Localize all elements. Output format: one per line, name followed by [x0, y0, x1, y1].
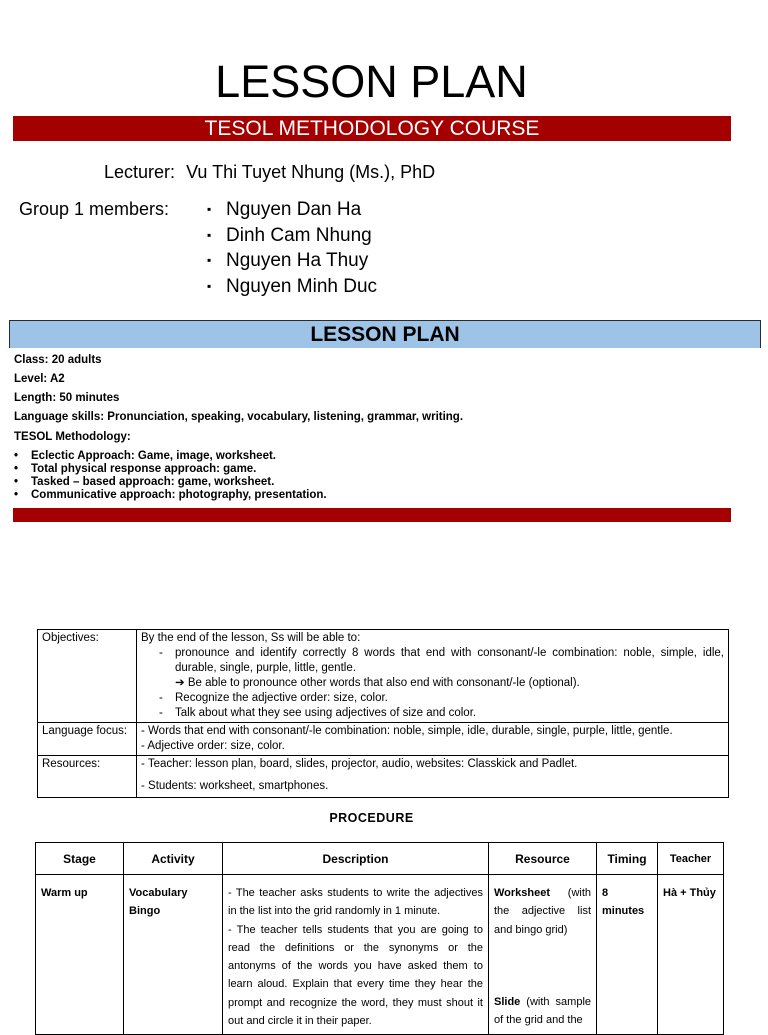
resources-label: Resources: — [38, 756, 137, 798]
resources-line: - Teacher: lesson plan, board, slides, projector, audio, websites: Classkick and Padlet. — [141, 758, 578, 770]
bullet-icon: ▪ — [207, 227, 212, 242]
resources-line: - Students: worksheet, smartphones. — [141, 780, 329, 792]
resource-cell — [489, 875, 597, 1035]
table-row — [38, 756, 729, 798]
level-info: Level: A2 — [14, 373, 65, 385]
teacher-cell: Hà + Thủy — [658, 875, 724, 1035]
description-cell — [223, 875, 489, 1035]
description-step: - The teacher tells students that you are going to read the definitions or the synonyms or the antonyms of the words you have asked them to learn aloud. Explain that every time they hear the prompt and recognize the word, they must shout it out and circle it in their paper. — [228, 923, 483, 1028]
member-name: Nguyen Minh Duc — [226, 275, 378, 297]
header-activity: Activity — [124, 843, 223, 875]
member-name: Nguyen Dan Ha — [226, 199, 362, 220]
table-row — [38, 630, 729, 723]
list-item — [207, 223, 377, 249]
lesson-plan-header: LESSON PLAN — [9, 320, 761, 348]
member-list — [207, 197, 377, 299]
bullet-icon: ▪ — [207, 253, 212, 267]
resources-cell — [137, 756, 729, 798]
table-header-row — [36, 843, 724, 875]
list-item: • Total physical response approach: game. — [14, 463, 327, 476]
list-item: • Communicative approach: photography, presentation. — [14, 489, 327, 502]
list-item — [159, 646, 724, 676]
table-row — [36, 875, 724, 1035]
course-banner: TESOL METHODOLOGY COURSE — [13, 116, 731, 141]
objectives-table — [37, 629, 729, 798]
list-item — [159, 706, 724, 721]
methodology-label: TESOL Methodology: — [14, 431, 131, 443]
methodology-list — [14, 450, 327, 502]
lecturer-line — [104, 161, 435, 183]
resource-name: Slide — [494, 995, 521, 1008]
objectives-list — [141, 691, 724, 721]
bullet-icon: ▪ — [207, 278, 212, 293]
list-item: • Tasked – based approach: game, worksheet. — [14, 476, 327, 489]
description-step: - The teacher asks students to write the adjectives in the list into the grid randomly in 1 minute. — [228, 887, 483, 918]
procedure-table — [35, 842, 724, 1035]
divider-bar — [13, 508, 731, 522]
objective-text: pronounce and identify correctly 8 words that end with consonant/-le combination: noble, simple, idle, durable, single, purple, little, gentle. — [175, 647, 724, 674]
header-timing: Timing — [597, 843, 658, 875]
lecturer-label: Lecturer: — [104, 162, 176, 182]
focus-line: - Words that end with consonant/-le combination: noble, simple, idle, durable, single, purple, little, gentle. — [141, 725, 673, 737]
language-focus-label: Language focus: — [38, 723, 137, 756]
bullet-icon: ▪ — [207, 202, 212, 216]
objective-text: Recognize the adjective order: size, color. — [175, 692, 388, 704]
procedure-title: PROCEDURE — [329, 811, 414, 825]
timing-cell: 8 minutes — [597, 875, 658, 1035]
stage-cell: Warm up — [36, 875, 124, 1035]
group-label: Group 1 members: — [19, 199, 170, 219]
focus-line: - Adjective order: size, color. — [141, 740, 285, 752]
resource-detail: (with sample of the grid and the — [494, 995, 591, 1027]
lecturer-name: Vu Thi Tuyet Nhung (Ms.), PhD — [186, 162, 436, 182]
objectives-cell — [137, 630, 729, 723]
objectives-label: Objectives: — [38, 630, 137, 723]
objective-text: Talk about what they see using adjectives of size and color. — [175, 707, 477, 719]
table-row — [38, 723, 729, 756]
page-title: LESSON PLAN — [215, 56, 528, 107]
dash-marker: - — [159, 692, 163, 704]
list-item: • Eclectic Approach: Game, image, worksheet. — [14, 450, 327, 463]
dash-marker: - — [159, 707, 163, 719]
resource-detail: (with the adjective list and bingo grid) — [494, 887, 591, 936]
skills-info: Language skills: Pronunciation, speaking, vocabulary, listening, grammar, writing. — [14, 411, 464, 423]
objectives-list — [141, 646, 724, 676]
list-item — [207, 197, 377, 223]
member-name: Nguyen Ha Thuy — [226, 250, 369, 271]
list-item — [207, 274, 377, 300]
language-focus-cell — [137, 723, 729, 756]
objective-optional: ➔ Be able to pronounce other words that also end with consonant/-le (optional). — [175, 677, 580, 689]
header-description: Description — [223, 843, 489, 875]
length-info: Length: 50 minutes — [14, 392, 120, 404]
objectives-intro: By the end of the lesson, Ss will be able to: — [141, 632, 361, 644]
header-teacher: Teacher — [658, 843, 724, 875]
resource-name: Worksheet — [494, 887, 551, 899]
member-name: Dinh Cam Nhung — [226, 224, 372, 246]
activity-cell: Vocabulary Bingo — [124, 875, 223, 1035]
list-item — [207, 248, 377, 274]
header-resource: Resource — [489, 843, 597, 875]
dash-marker: - — [159, 647, 163, 659]
list-item — [159, 691, 724, 706]
class-info: Class: 20 adults — [14, 354, 102, 366]
header-stage: Stage — [36, 843, 124, 875]
resource-item — [494, 884, 591, 939]
